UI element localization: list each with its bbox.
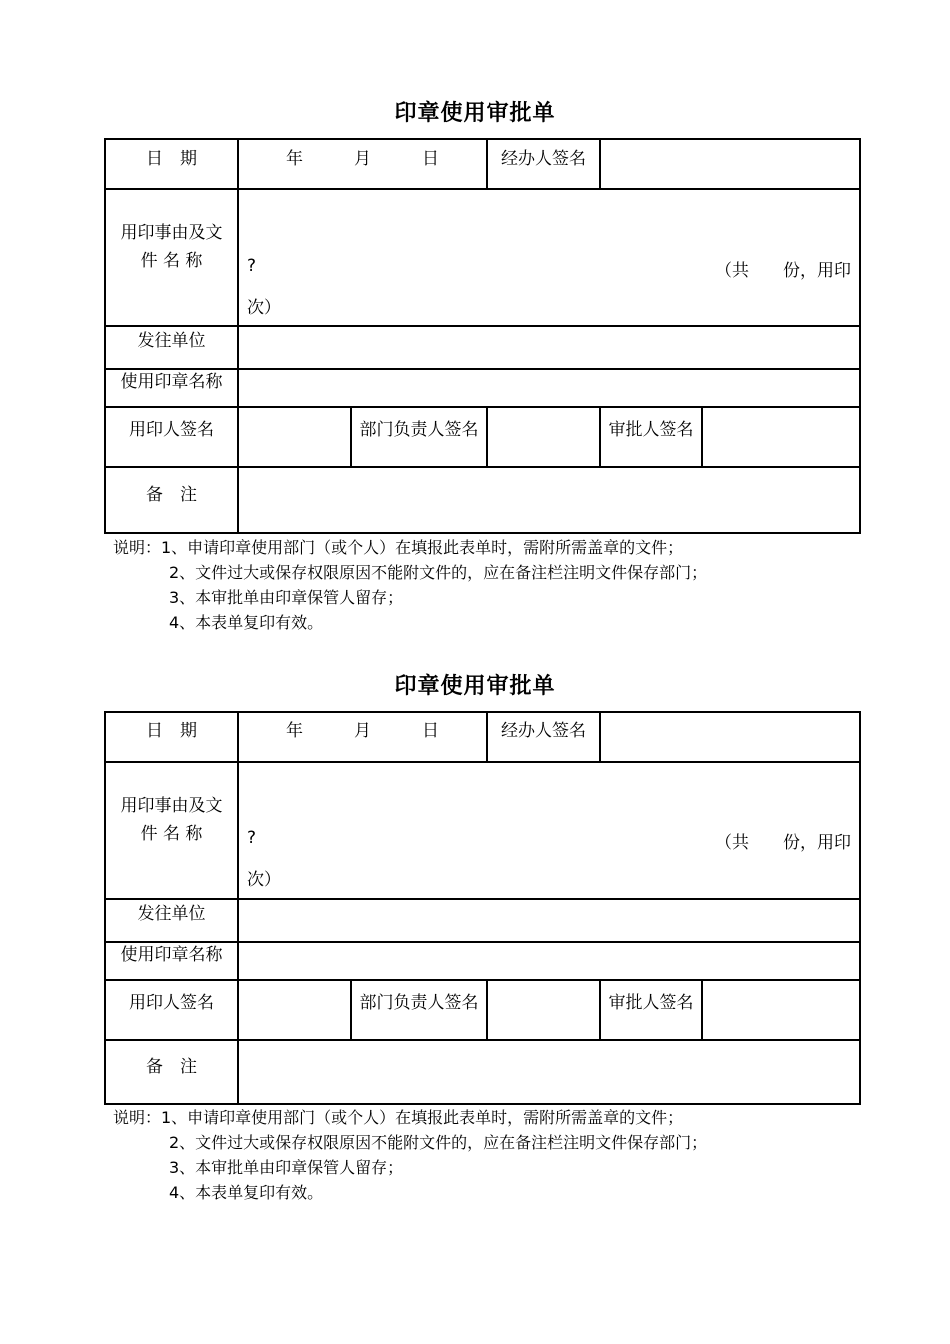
- dept-head-signature-field[interactable]: [488, 408, 599, 466]
- date-value[interactable]: 年 月 日: [286, 721, 439, 742]
- dept-head-label: 部门负责人签名: [359, 420, 479, 441]
- issuer-field[interactable]: [239, 900, 859, 941]
- note-line: 说明：1、申请印章使用部门（或个人）在填报此表单时，需附所需盖章的文件；: [113, 1108, 684, 1127]
- user-sign-label: 用印人签名: [129, 993, 214, 1014]
- date-value[interactable]: 年 月 日: [286, 149, 439, 170]
- approver-label: 审批人签名: [608, 420, 694, 441]
- handler-label: 经办人签名: [501, 149, 586, 170]
- remarks-label: 备 注: [146, 1057, 197, 1078]
- seal-name-label: 使用印章名称: [120, 945, 223, 966]
- date-label: 日 期: [146, 149, 197, 170]
- purpose-label: [106, 763, 237, 898]
- purpose-field[interactable]: [239, 763, 859, 898]
- handler-signature-field[interactable]: [601, 140, 859, 188]
- user-sign-label: 用印人签名: [129, 420, 214, 441]
- handler-signature-field[interactable]: [601, 713, 859, 761]
- note-line: 3、本审批单由印章保管人留存；: [169, 588, 404, 607]
- purpose-times: 次）: [247, 870, 281, 890]
- purpose-field[interactable]: [239, 190, 859, 325]
- note-line: 3、本审批单由印章保管人留存；: [169, 1158, 404, 1177]
- dept-head-signature-field[interactable]: [488, 981, 599, 1039]
- note-line: 说明：1、申请印章使用部门（或个人）在填报此表单时，需附所需盖章的文件；: [113, 538, 684, 557]
- notes: [113, 1105, 707, 1205]
- note-line: 4、本表单复印有效。: [169, 613, 324, 632]
- note-line: 2、文件过大或保存权限原因不能附文件的，应在备注栏注明文件保存部门；: [169, 1133, 708, 1152]
- approver-signature-field[interactable]: [703, 981, 859, 1039]
- handler-label: 经办人签名: [501, 721, 586, 742]
- remarks-field[interactable]: [239, 1041, 859, 1103]
- seal-name-field[interactable]: [239, 943, 859, 979]
- purpose-label: [106, 190, 237, 325]
- remarks-label: 备 注: [146, 485, 197, 506]
- purpose-copies: （共 份，用印: [715, 833, 851, 853]
- approver-label: 审批人签名: [608, 993, 694, 1014]
- purpose-question: ?: [247, 256, 257, 276]
- form-title: 印章使用审批单: [394, 100, 556, 126]
- date-label: 日 期: [146, 721, 197, 742]
- note-line: 2、文件过大或保存权限原因不能附文件的，应在备注栏注明文件保存部门；: [169, 563, 708, 582]
- table-border: [859, 138, 861, 534]
- purpose-label-line1: 用印事由及文: [120, 223, 223, 244]
- purpose-times: 次）: [247, 298, 281, 318]
- dept-head-label: 部门负责人签名: [359, 993, 479, 1014]
- purpose-label-line2: 件 名 称: [140, 823, 203, 844]
- table-border: [859, 711, 861, 1105]
- purpose-label-line1: 用印事由及文: [120, 796, 223, 817]
- issuer-label: 发往单位: [137, 904, 206, 925]
- seal-name-field[interactable]: [239, 370, 859, 406]
- seal-name-label: 使用印章名称: [120, 372, 223, 393]
- purpose-label-line2: 件 名 称: [140, 250, 203, 271]
- form-title: 印章使用审批单: [394, 673, 556, 699]
- approver-signature-field[interactable]: [703, 408, 859, 466]
- user-signature-field[interactable]: [239, 981, 350, 1039]
- notes: [113, 535, 707, 635]
- note-line: 4、本表单复印有效。: [169, 1183, 324, 1202]
- purpose-copies: （共 份，用印: [715, 261, 851, 281]
- table-border: [104, 532, 861, 534]
- issuer-field[interactable]: [239, 327, 859, 368]
- issuer-label: 发往单位: [137, 331, 206, 352]
- user-signature-field[interactable]: [239, 408, 350, 466]
- remarks-field[interactable]: [239, 468, 859, 532]
- purpose-question: ?: [247, 828, 257, 848]
